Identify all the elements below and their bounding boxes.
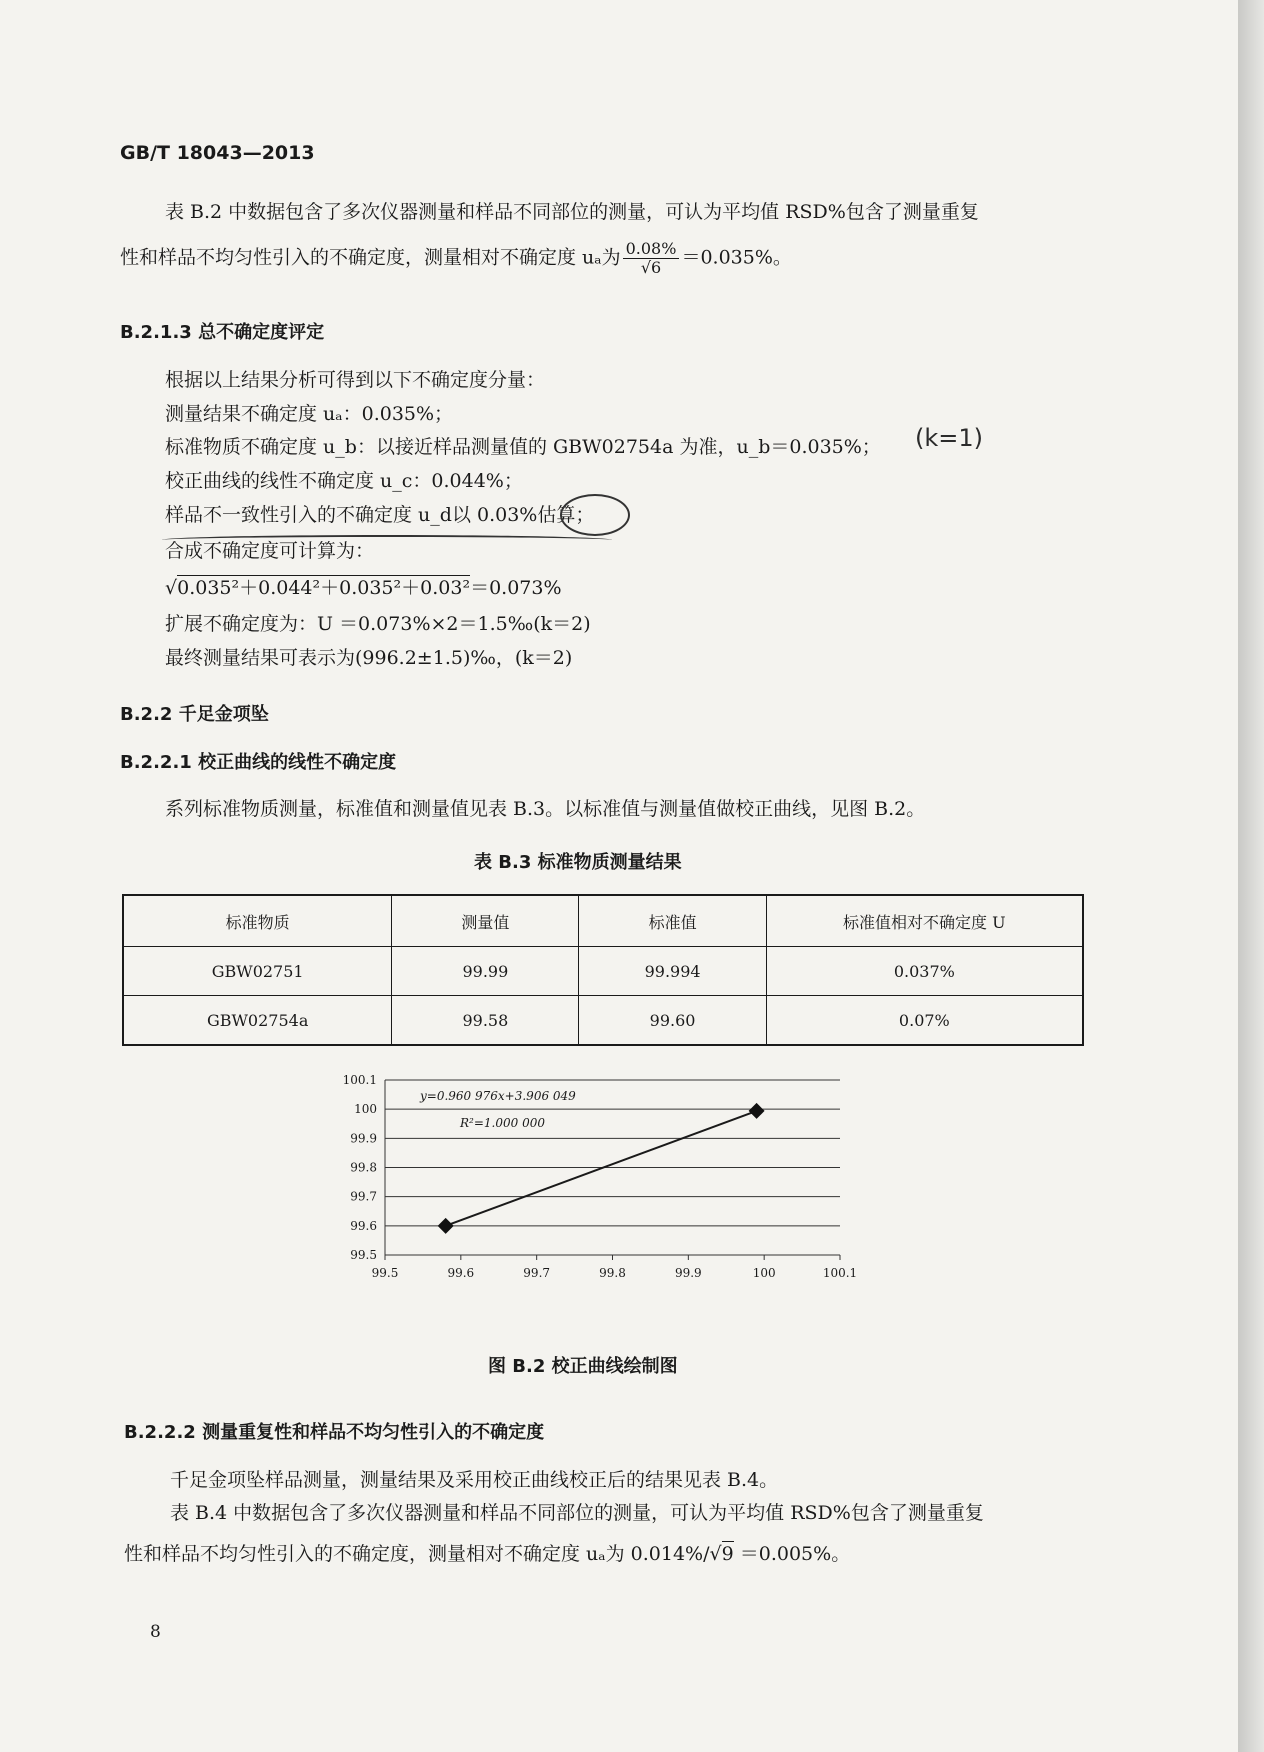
column-header: 标准值相对不确定度 U [766,895,1083,947]
section-heading: B.2.2 千足金项坠 [120,704,269,725]
paragraph-text: 性和样品不均匀性引入的不确定度，测量相对不确定度 uₐ为 [120,246,621,269]
figure-caption: 图 B.2 校正曲线绘制图 [488,1356,678,1377]
data-point-marker [438,1218,454,1234]
paragraph-text: 性和样品不均匀性引入的不确定度，测量相对不确定度 uₐ为 0.014%/ [124,1543,710,1565]
section-heading: B.2.2.2 测量重复性和样品不均匀性引入的不确定度 [124,1422,545,1443]
data-table [122,894,1084,1046]
paragraph-line: 表 B.2 中数据包含了多次仪器测量和样品不同部位的测量，可认为平均值 RSD%包含了测量重复 [165,201,979,223]
y-tick-label: 100.1 [342,1073,377,1087]
data-point-marker [749,1103,765,1119]
sqrt-symbol: √ [709,1543,722,1565]
regression-equation: y=0.960 976x+3.906 049 [420,1089,576,1103]
document-id: GB/T 18043—2013 [120,142,315,164]
table-header-row [123,895,1083,947]
formula-line [165,574,562,602]
x-tick-label: 99.9 [674,1266,702,1280]
x-tick-label: 99.5 [371,1266,399,1280]
x-tick-label: 100.1 [822,1266,858,1280]
radicand: 9 [721,1543,734,1565]
table-row [123,947,1083,996]
paragraph-line [120,240,792,277]
table-cell: 0.037% [766,947,1083,996]
paragraph-line: 合成不确定度可计算为： [165,540,375,562]
handwritten-circle [560,494,630,536]
y-tick-label: 99.5 [350,1248,377,1262]
fraction-denominator: √6 [640,258,662,277]
paragraph-line: 校正曲线的线性不确定度 u_c：0.044%； [165,470,523,492]
paragraph-line: 千足金项坠样品测量，测量结果及采用校正曲线校正后的结果见表 B.4。 [170,1469,779,1491]
paragraph-line: 测量结果不确定度 uₐ：0.035%； [165,403,454,425]
paragraph-line: 表 B.4 中数据包含了多次仪器测量和样品不同部位的测量，可认为平均值 RSD%包含了测量重复 [170,1502,984,1524]
table-caption: 表 B.3 标准物质测量结果 [474,852,682,873]
column-header: 测量值 [392,895,579,947]
y-tick-label: 99.7 [350,1189,377,1204]
paragraph-line: 扩展不确定度为：U ＝0.073%×2＝1.5‰(k＝2) [165,613,591,635]
fraction-numerator: 0.08% [623,240,680,259]
paragraph-line: 系列标准物质测量，标准值和测量值见表 B.3。以标准值与测量值做校正曲线，见图 B.2。 [165,798,926,820]
column-header: 标准值 [579,895,766,947]
paragraph-line: 最终测量结果可表示为(996.2±1.5)‰，(k＝2) [165,647,573,669]
y-tick-label: 99.8 [350,1160,377,1175]
y-tick-label: 99.9 [350,1131,377,1146]
paragraph-line: 样品不一致性引入的不确定度 u_d以 0.03%估算； [165,504,595,526]
paragraph-text: ＝0.035%。 [681,246,792,269]
table-cell: 0.07% [766,996,1083,1046]
radicand: 0.035²＋0.044²＋0.035²＋0.03² [177,577,471,599]
section-heading: B.2.1.3 总不确定度评定 [120,322,325,343]
table-cell: GBW02754a [123,996,392,1046]
y-tick-label: 100 [354,1102,377,1117]
y-tick-label: 99.6 [350,1218,377,1233]
paragraph-line: 标准物质不确定度 u_b：以接近样品测量值的 GBW02754a 为准，u_b＝0.035%； [165,436,881,458]
x-tick-label: 99.7 [523,1266,551,1280]
section-heading: B.2.2.1 校正曲线的线性不确定度 [120,752,397,773]
calibration-chart [320,1070,880,1300]
r-squared-label: R²=1.000 000 [460,1116,545,1130]
table-cell: 99.99 [392,947,579,996]
handwritten-note: (k=1) [915,424,984,452]
paragraph-line [124,1540,850,1568]
table-cell: 99.58 [392,996,579,1046]
sqrt-symbol: √ [165,577,178,599]
column-header: 标准物质 [123,895,392,947]
x-tick-label: 100 [752,1266,776,1280]
table-cell: 99.994 [579,947,766,996]
formula-result: ＝0.073% [470,577,562,599]
paragraph-line: 根据以上结果分析可得到以下不确定度分量： [165,369,546,391]
page-edge [1238,0,1264,1752]
x-tick-label: 99.6 [447,1266,475,1280]
page-number: 8 [150,1622,161,1642]
table-cell: 99.60 [579,996,766,1046]
table-cell: GBW02751 [123,947,392,996]
x-tick-label: 99.8 [599,1266,626,1280]
paragraph-text: ＝0.005%。 [733,1543,851,1565]
fraction [623,240,680,277]
table-row [123,996,1083,1046]
